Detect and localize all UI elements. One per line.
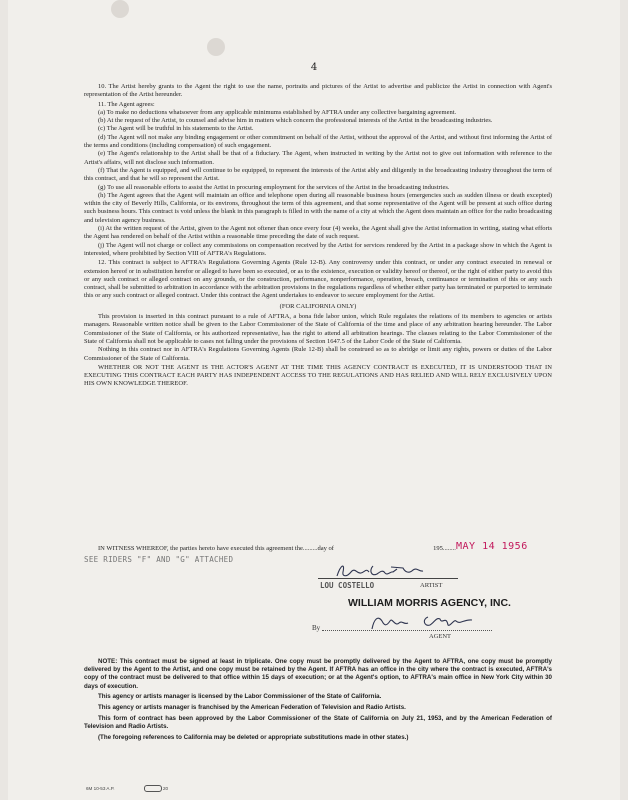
by-label: By xyxy=(312,624,321,632)
paragraph-11: 11. The Agent agrees: xyxy=(98,100,155,108)
artist-name-stamp: LOU COSTELLO xyxy=(320,581,375,590)
paragraph-11e: (e) The Agent's relationship to the Artist shall be that of a fiduciary. The Agent, when instructed in writing by the Artist not to give out information with reference to the Artist's affairs, will not disclose such information. xyxy=(84,150,552,166)
note-paragraph: This agency or artists manager is franchised by the American Federation of Television and Radio Artists. xyxy=(98,704,406,712)
union-bug-icon xyxy=(144,785,162,792)
witness-year: 195........ xyxy=(433,545,456,552)
paragraph-11f: (f) That the Agent is equipped, and will continue to be equipped, to represent the interests of the Artist ably and diligently in the broadcasting industry throughout the term of this contract, and that he will so represent the Artist. xyxy=(84,166,552,183)
artist-label: ARTIST xyxy=(420,582,443,589)
paragraph-10: 10. The Artist hereby grants to the Agent the right to use the name, portraits and pictures of the Artist to advertise and publicize the Artist in connection with Agent's representation of the Artist hereunder. xyxy=(84,83,552,99)
witness-text: IN WITNESS WHEREOF, the parties hereto have executed this agreement the.........day of xyxy=(98,545,334,552)
union-number: 20 xyxy=(163,786,169,791)
paragraph-11d: (d) The Agent will not make any binding engagement or other commitment on behalf of the Artist, without the approval of the Artist, and without first informing the Artist of the terms and conditions (including compensation) of such engagement. xyxy=(84,133,552,150)
paragraph-11b: (b) At the request of the Artist, to counsel and advise him in matters which concern the professional interests of the Artist in the broadcasting industries. xyxy=(98,117,493,125)
paragraph-11c: (c) The Agent will be truthful in his statements to the Artist. xyxy=(98,125,254,133)
paragraph-11a: (a) To make no deductions whatsoever from any applicable minimums established by AFTRA under any collective bargaining agreement. xyxy=(98,108,457,116)
form-code: 6M 10-53 A.P. xyxy=(86,786,115,791)
artist-signature-line xyxy=(318,578,458,579)
paragraph-12: 12. This contract is subject to AFTRA's Regulations Governing Agents (Rule 12-B). Any controversy under this contract, or under any contract executed in renewal or extension hereof or in substitution herefor or alleged to have been so executed, or as to the existence, execution or validity hereof or thereof, or the right of either party to avoid this or any such contract or alleged contract on any grounds, or the construction, performance, nonperformance, operation, breach, continuance or termination of this or any such contract, shall be submitted to arbitration in accordance with the arbitration provisions in the regulations regardless of whether either party has terminated or purported to terminate this or any such contract or alleged contract. Under this contract the Agent undertakes to endeavor to secure employment for the Artist. xyxy=(84,259,552,300)
punch-hole xyxy=(111,0,129,18)
note-paragraph: (The foregoing references to California may be deleted or appropriate substitutions made in other states.) xyxy=(98,733,409,741)
paragraph-11i: (i) At the written request of the Artist, given to the Agent not oftener than once every four (4) weeks, the Agent shall give the Artist information in writing, stating what efforts the Agent has rendered on behalf of the Artist within a reasonable time preceding the date of such request. xyxy=(84,225,552,241)
notes-section xyxy=(84,658,552,744)
california-paragraph: This provision is inserted in this contract pursuant to a rule of AFTRA, a bona fide labor union, which Rule regulates the relations of its members to agencies or artists managers. Reasonable written notice shall be given to the Labor Commissioner of the State of California of the time and place of any arbitration hearing hereunder. The Labor Commissioner of the State of California, or his authorized representative, has the right to attend all arbitration hearings. The clauses relating to the Labor Commissioner of the State of California shall not be applicable to cases not falling under the provisions of Section 1647.5 of the Labor Code of the State of California. xyxy=(84,313,552,345)
california-heading: (FOR CALIFORNIA ONLY) xyxy=(279,302,357,310)
punch-hole xyxy=(207,38,225,56)
note-paragraph: This form of contract has been approved by the Labor Commissioner of the State of California on July 21, 1953, and by the American Federation of Television and Radio Artists. xyxy=(84,714,552,730)
note-paragraph: NOTE: This contract must be signed at least in triplicate. One copy must be promptly delivered by the Agent to AFTRA, one copy must be promptly delivered by the Agent to the Artist, and one copy must be retained by the Agent. If AFTRA has an office in the city where the contract is executed, AFTRA's copy of the contract must be delivered to that office within 15 days of execution; or at the Agent's option, to AFTRA's main office in New York City within 30 days of execution. xyxy=(84,658,552,690)
agent-signature xyxy=(368,611,508,633)
paragraph-11h: (h) The Agent agrees that the Agent will maintain an office and telephone open during all reasonable business hours (emergencies such as sudden illness or death excepted) within the city of Beverly Hills, California, or its environs, throughout the term of this agreement, and that some representative of the Agent will be present at such office during such business hours. This contract is void unless the blank in this paragraph is filled in with the name of a city at which the Agent does maintain an office for the radio broadcasting and television agency business. xyxy=(84,191,552,224)
page-number: 4 xyxy=(310,62,318,73)
california-paragraph: Nothing in this contract nor in AFTRA's Regulations Governing Agents (Rule 12-B) shall be construed so as to abridge or limit any rights, powers or duties of the Labor Commissioner of the State of California. xyxy=(84,346,552,362)
note-paragraph: This agency or artists manager is licensed by the Labor Commissioner of the State of California. xyxy=(98,693,382,701)
riders-stamp: SEE RIDERS "F" AND "G" ATTACHED xyxy=(84,555,234,564)
paragraph-11j: (j) The Agent will not charge or collect any commissions on compensation received by the Artist for services rendered by the Artist in a package show in which the Agent is interested, where prohibited by Section VIII of AFTRA's Regulations. xyxy=(84,241,552,257)
paragraph-11g: (g) To use all reasonable efforts to assist the Artist in procuring employment for the services of the Artist in the broadcasting industries. xyxy=(98,183,450,191)
contract-body xyxy=(84,83,552,389)
date-stamp: MAY 14 1956 xyxy=(456,541,528,552)
agent-label: AGENT xyxy=(429,633,452,640)
caps-paragraph: WHETHER OR NOT THE AGENT IS THE ACTOR'S AGENT AT THE TIME THIS AGENCY CONTRACT IS EXECUTED, IT IS UNDERSTOOD THAT IN EXECUTING THIS CONTRACT EACH PARTY HAS INDEPENDENT ACCESS TO THE REGULATIONS AND HAS RELIED AND WILL RELY EXCLUSIVELY UPON HIS OWN KNOWLEDGE THEREOF. xyxy=(84,363,552,388)
agency-name: WILLIAM MORRIS AGENCY, INC. xyxy=(348,597,511,609)
